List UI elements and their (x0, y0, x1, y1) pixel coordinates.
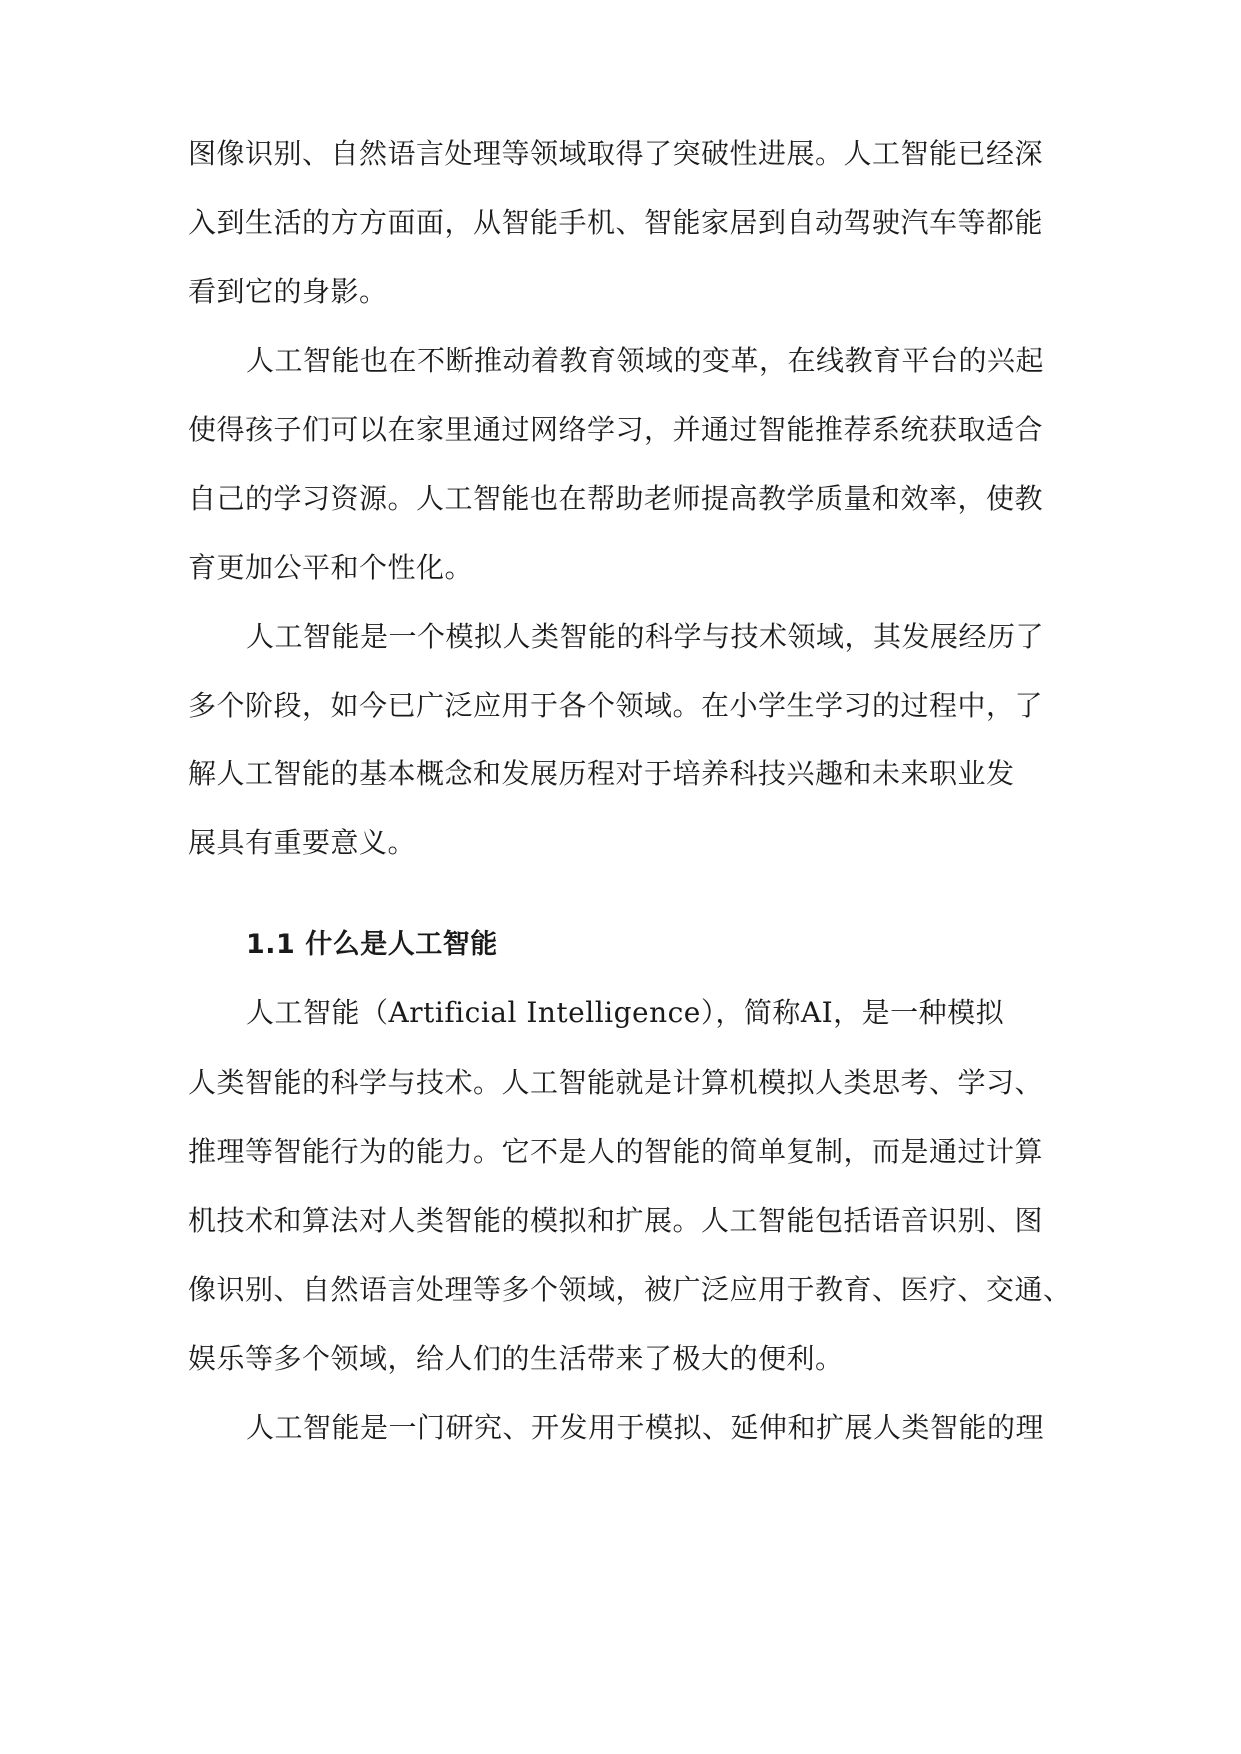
paragraph-2-line-2: 使得孩子们可以在家里通过网络学习，并通过智能推荐系统获取适合 (188, 413, 1044, 446)
paragraph-4-line-2: 人类智能的科学与技术。人工智能就是计算机模拟人类思考、学习、 (188, 1066, 1044, 1099)
paragraph-3-line-3: 解人工智能的基本概念和发展历程对于培养科技兴趣和未来职业发 (188, 757, 1015, 790)
paragraph-4-line-3: 推理等智能行为的能力。它不是人的智能的简单复制，而是通过计算 (188, 1135, 1044, 1168)
paragraph-3-line-4: 展具有重要意义。 (188, 826, 417, 859)
paragraph-4-line-5: 像识别、自然语言处理等多个领域，被广泛应用于教育、医疗、交通、 (188, 1273, 1072, 1306)
paragraph-4-line-4: 机技术和算法对人类智能的模拟和扩展。人工智能包括语音识别、图 (188, 1204, 1044, 1237)
paragraph-1-line-3: 看到它的身影。 (188, 275, 388, 308)
section-heading: 1.1 什么是人工智能 (246, 929, 498, 960)
paragraph-5-line-1: 人工智能是一门研究、开发用于模拟、延伸和扩展人类智能的理 (246, 1411, 1045, 1444)
paragraph-2-line-4: 育更加公平和个性化。 (188, 551, 474, 584)
paragraph-2-line-1: 人工智能也在不断推动着教育领域的变革，在线教育平台的兴起 (246, 344, 1045, 377)
paragraph-4-line-1: 人工智能（Artificial Intelligence），简称AI，是一种模拟 (246, 996, 1005, 1029)
paragraph-4-line-6: 娱乐等多个领域，给人们的生活带来了极大的便利。 (188, 1342, 844, 1375)
paragraph-2-line-3: 自己的学习资源。人工智能也在帮助老师提高教学质量和效率，使教 (188, 482, 1044, 515)
paragraph-3-line-1: 人工智能是一个模拟人类智能的科学与技术领域，其发展经历了 (246, 620, 1045, 653)
paragraph-3-line-2: 多个阶段，如今已广泛应用于各个领域。在小学生学习的过程中，了 (188, 689, 1044, 722)
paragraph-1-line-1: 图像识别、自然语言处理等领域取得了突破性进展。人工智能已经深 (188, 137, 1044, 170)
paragraph-1-line-2: 入到生活的方方面面，从智能手机、智能家居到自动驾驶汽车等都能 (188, 206, 1044, 239)
